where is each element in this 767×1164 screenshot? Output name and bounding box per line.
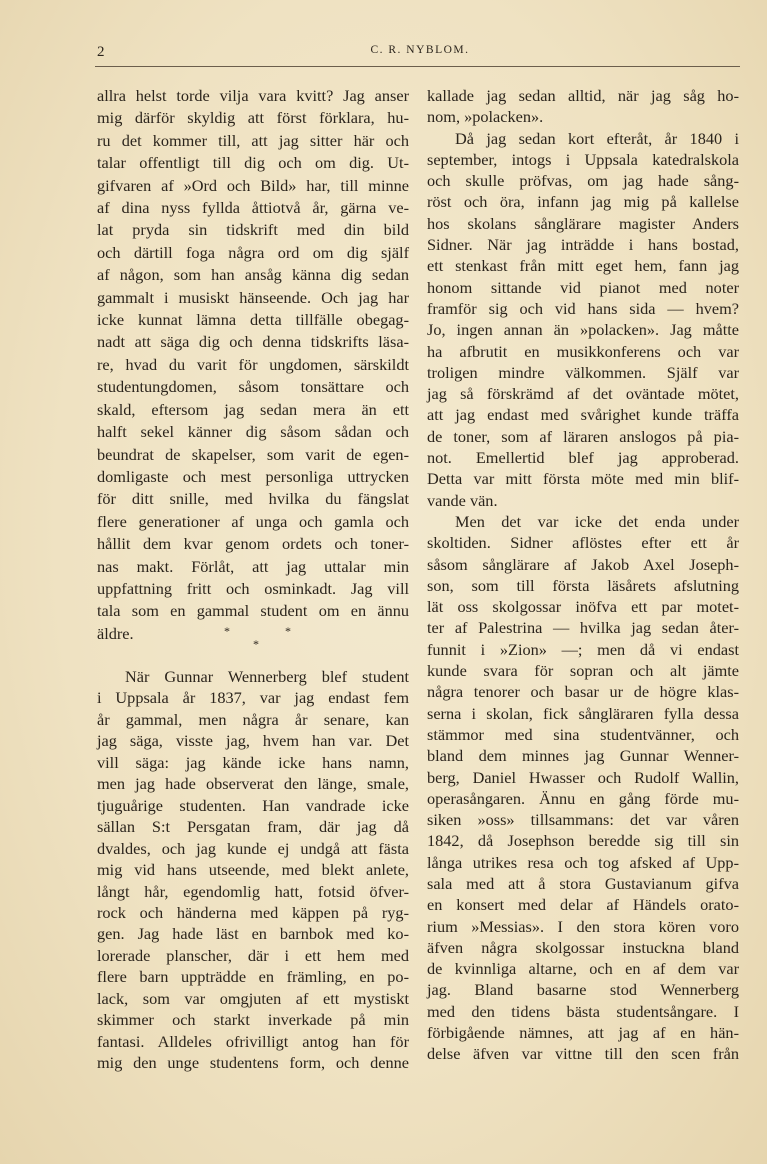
text-line: långa utrikes resa och tog afsked af Upp-: [427, 852, 739, 872]
text-line: gen. Jag hade läst en barnbok med ko-: [97, 924, 409, 944]
text-line: med den tidens bästa studentsångare. I: [427, 1001, 739, 1021]
text-line: och skulle pröfvas, om jag hade sång-: [427, 171, 739, 191]
left-column-section-1: [97, 85, 409, 645]
text-line: ru det kommer till, att jag sitter här och: [97, 130, 409, 150]
text-line: mig därför skyldig att först förklara, hu-: [97, 108, 409, 128]
text-line: not. Emellertid blef jag approberad.: [427, 448, 739, 468]
text-line: ett stenkast från mitt eget hem, fann jag: [427, 256, 739, 276]
text-line: nom, »polacken».: [427, 107, 544, 127]
text-line: gammalt i musiskt hänseende. Och jag har: [97, 287, 409, 307]
text-line: talar offentligt till dig och om dig. Ut-: [97, 153, 409, 173]
text-line: hållit dem kvar genom ordets och toner-: [97, 534, 409, 554]
text-line: flere barn uppträdde en främling, en po-: [97, 967, 409, 987]
text-line: skimmer och starkt inverkade på min: [97, 1010, 409, 1030]
text-line: nas makt. Förlåt, att jag uttalar min: [97, 556, 409, 576]
ornament-star: *: [224, 624, 230, 638]
text-line: jag. Bland basarne stod Wennerberg: [427, 980, 739, 1000]
text-line: tala som en gammal student om en ännu: [97, 601, 409, 621]
text-line: skald, eftersom jag sedan mera än ett: [97, 399, 409, 419]
left-column-section-2: [97, 666, 409, 1074]
text-line: re, hvad du varit för ungdomen, särskildt: [97, 354, 409, 374]
text-line: lorerade planscher, där i ett hem med: [97, 945, 409, 965]
text-line: ha afbrutit en musikkonferens och var: [427, 341, 739, 361]
text-line: ter af Palestrina — hvilka jag sedan åter-: [427, 618, 739, 638]
ornament-star: *: [253, 637, 259, 651]
text-line: af någon, som han ansåg känna dig sedan: [97, 265, 409, 285]
text-line: nadt att säga dig och denna tidskrifts läsa-: [97, 332, 409, 352]
text-line: sällan S:t Persgatan fram, där jag då: [97, 817, 409, 837]
text-line: Detta var mitt första möte med min blif-: [427, 469, 739, 489]
text-line: Men det var icke det enda under: [455, 511, 739, 531]
text-line: funnit i »Zion» —; men då vi endast: [427, 639, 739, 659]
header-rule: [95, 66, 740, 67]
text-line: lack, som var omgjuten af ett mystiskt: [97, 988, 409, 1008]
text-line: men jag hade observerat den länge, smale,: [97, 774, 409, 794]
text-line: stämmor med sina studentvänner, och: [427, 724, 739, 744]
text-line: allra helst torde vilja vara kvitt? Jag anser: [97, 86, 409, 105]
ornament-star: *: [285, 624, 291, 638]
text-line: fantasi. Alldeles ofrivilligt antog han för: [97, 1031, 409, 1051]
text-line: och därtill foga några ord om dig själf: [97, 242, 409, 262]
text-line: operasångaren. Ännu en gång förde mu-: [427, 788, 739, 808]
text-line: förbigående nämnes, att jag af en hän-: [427, 1023, 739, 1043]
running-head: C. R. NYBLOM.: [370, 44, 470, 56]
text-line: icke kunnat lämna detta tillfälle obegag-: [97, 310, 409, 330]
text-line: När Gunnar Wennerberg blef student: [125, 667, 409, 686]
text-line: för ditt snille, med hvilka du fängslat: [97, 489, 409, 509]
text-line: i Uppsala år 1837, var jag endast fem: [97, 688, 409, 708]
text-line: troligen mindre välkommen. Själf var: [427, 362, 739, 382]
right-column: [427, 85, 739, 1065]
text-line: dvaldes, och jag kunde ej undgå att fästa: [97, 838, 409, 858]
text-line: röst och öra, infann jag mig på kallelse: [427, 192, 739, 212]
text-line: äldre.: [97, 623, 134, 643]
text-line: en konsert med delar af Händels orato-: [427, 895, 739, 915]
text-line: berg, Daniel Hwasser och Rudolf Wallin,: [427, 767, 739, 787]
text-line: honom sittande vid pianot med noter: [427, 277, 739, 297]
text-line: lät oss skolgossar inöfva ett par motet-: [427, 597, 739, 617]
text-line: siken »oss» tillsammans: det var våren: [427, 810, 739, 830]
text-line: uppfattning fritt och osminkadt. Jag vill: [97, 578, 409, 598]
text-line: de kvinnliga altarne, och en af dem var: [427, 959, 739, 979]
text-line: vill säga: jag kände icke hans namn,: [97, 752, 409, 772]
text-line: några tenorer och basar ur de högre klas-: [427, 682, 739, 702]
page-number: 2: [97, 44, 105, 60]
text-line: lat pryda sin tidskrift med din bild: [97, 220, 409, 240]
text-line: långt hår, egendomlig hatt, fotsid öfver-: [97, 881, 409, 901]
text-line: Jo, ingen annan än »polacken». Jag måtte: [427, 320, 739, 340]
text-line: äfven några skolgossar instuckna bland: [427, 937, 739, 957]
text-line: tjuguårige studenten. Han vandrade icke: [97, 795, 409, 815]
text-line: år gammal, men några år senare, kan: [97, 709, 409, 729]
text-line: kallade jag sedan alltid, när jag såg ho-: [427, 86, 739, 105]
text-line: hos skolans sånglärare magister Anders: [427, 213, 739, 233]
text-line: kunde svara för sopran och alt jämte: [427, 661, 739, 681]
text-line: serna i skolan, fick sångläraren fylla dessa: [427, 703, 739, 723]
text-line: rium »Messias». I den stora kören voro: [427, 916, 739, 936]
text-line: såsom sånglärare af Jakob Axel Joseph-: [427, 554, 739, 574]
text-line: jag säga, visste jag, hvem han var. Det: [97, 731, 409, 751]
text-line: framför sig och vid hans sida — hvem?: [427, 298, 739, 318]
text-line: af dina nyss fyllda åttiotvå år, gärna ve-: [97, 198, 409, 218]
text-line: vande vän.: [427, 490, 498, 510]
text-line: Då jag sedan kort efteråt, år 1840 i: [455, 128, 739, 148]
text-line: bland dem minnes jag Gunnar Wenner-: [427, 746, 739, 766]
text-line: september, intogs i Uppsala katedralskola: [427, 149, 739, 169]
text-line: Sidner. När jag inträdde i hans bostad,: [427, 235, 739, 255]
text-line: halft sekel känner dig såsom sådan och: [97, 422, 409, 442]
text-line: beundrat de skapelser, som varit de egen-: [97, 444, 409, 464]
text-line: domligaste och mest personliga uttrycken: [97, 466, 409, 486]
text-line: mig den unge studentens form, och denne: [97, 1053, 409, 1073]
text-line: mig vid hans utseende, med blekt anlete,: [97, 860, 409, 880]
text-line: son, som till första läsårets afslutning: [427, 575, 739, 595]
text-line: studentungdomen, såsom tonsättare och: [97, 377, 409, 397]
text-line: delse äfven var vittne till den scen från: [427, 1044, 739, 1064]
text-line: flere generationer af unga och gamla och: [97, 511, 409, 531]
text-line: gifvaren af »Ord och Bild» har, till minne: [97, 175, 409, 195]
text-line: 1842, då Josephson beredde sig till sin: [427, 831, 739, 851]
text-line: skoltiden. Sidner aflöstes efter ett år: [427, 533, 739, 553]
text-line: de toner, som af läraren anslogos på pia-: [427, 426, 739, 446]
text-line: att jag endast med svårighet kunde träffa: [427, 405, 739, 425]
text-line: rock och händerna med käppen på ryg-: [97, 902, 409, 922]
text-line: jag så förskrämd af det oväntade mötet,: [427, 384, 739, 404]
text-line: sala med att å stora Gustavianum gifva: [427, 873, 739, 893]
